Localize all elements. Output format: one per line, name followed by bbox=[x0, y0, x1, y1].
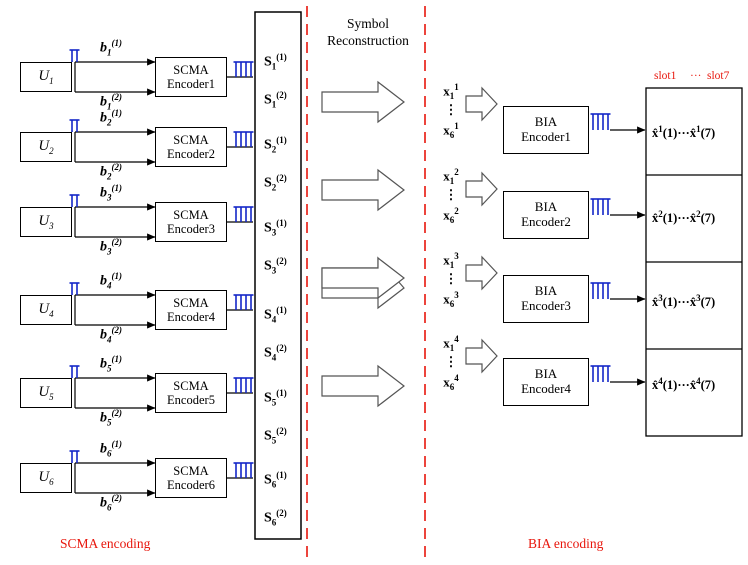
user-index-3: 3 bbox=[49, 220, 54, 231]
bit-sub-5-top: 5 bbox=[107, 363, 112, 374]
x-group-3-top bbox=[434, 251, 468, 270]
x-group-2-bot-base: x bbox=[443, 207, 450, 222]
slot-row-4-first: (1) bbox=[662, 378, 678, 393]
bit-sup-3-bot: (2) bbox=[111, 237, 122, 247]
x-group-4-bottom bbox=[434, 373, 468, 392]
scma-encoder-4[interactable] bbox=[155, 290, 227, 330]
slot-row-3 bbox=[652, 293, 715, 310]
symbol-2-2-sup: (2) bbox=[276, 173, 287, 183]
bit-label-6-bottom bbox=[100, 493, 122, 512]
x-group-4-top bbox=[434, 334, 468, 353]
x-group-2-top-sub: 1 bbox=[449, 175, 455, 186]
slot-row-1-last: (7) bbox=[700, 126, 716, 141]
x-group-2-bot-sub: 6 bbox=[449, 214, 455, 225]
slot-row-3-sup: 3 bbox=[658, 293, 663, 303]
symbol-6-1-base: S bbox=[264, 472, 272, 488]
symbol-3-2-sub: 3 bbox=[271, 265, 277, 276]
bit-label-2-top bbox=[100, 108, 122, 127]
slot-row-4-dots: ··· bbox=[677, 378, 690, 393]
bit-sup-3-top: (1) bbox=[111, 183, 122, 193]
x-group-1-bottom bbox=[434, 121, 468, 140]
scma-encoder-5-line2: Encoder5 bbox=[167, 393, 215, 407]
bit-sup-4-bot: (2) bbox=[111, 325, 122, 335]
symbol-2-2 bbox=[264, 173, 287, 192]
scma-encoder-3-line2: Encoder3 bbox=[167, 222, 215, 236]
x-group-1-bot-sup: 1 bbox=[454, 120, 459, 131]
scma-encoder-3[interactable] bbox=[155, 202, 227, 242]
bia-encoder-3-line1: BIA bbox=[534, 283, 558, 299]
slot-row-4-last: (7) bbox=[700, 378, 716, 393]
bit-label-3-top bbox=[100, 183, 122, 202]
bit-sub-2-bot: 2 bbox=[107, 171, 112, 182]
x-group-3-dots: ⋮ bbox=[444, 270, 458, 286]
slot-row-1-sup: 1 bbox=[658, 124, 663, 134]
slot-row-1-base2: x̂ bbox=[689, 126, 697, 141]
scma-encoder-6-line2: Encoder6 bbox=[167, 478, 215, 492]
x-group-4-bot-base: x bbox=[443, 374, 450, 389]
user-index-1: 1 bbox=[49, 75, 54, 86]
bit-sub-2-top: 2 bbox=[107, 117, 112, 128]
slot-row-2-last: (7) bbox=[700, 211, 716, 226]
bit-sub-5-bot: 5 bbox=[107, 417, 112, 428]
slot-row-2-dots: ··· bbox=[677, 211, 690, 226]
slot-row-4-sup2: 4 bbox=[696, 376, 701, 386]
bit-base-1-bot: b bbox=[100, 94, 107, 110]
x-group-1-top bbox=[434, 82, 468, 101]
symbol-2-1 bbox=[264, 135, 287, 154]
scma-encoder-1-line1: SCMA bbox=[173, 62, 209, 77]
symbol-2-2-sub: 2 bbox=[271, 182, 277, 193]
x-group-1-top-base: x bbox=[443, 83, 450, 99]
scma-encoder-4-line1: SCMA bbox=[173, 295, 209, 310]
symbol-1-1 bbox=[264, 52, 287, 71]
user-label-4: U bbox=[38, 300, 50, 317]
bit-sup-6-top: (1) bbox=[111, 439, 122, 449]
bit-sub-3-bot: 3 bbox=[107, 246, 112, 257]
bit-label-5-top bbox=[100, 354, 122, 373]
symbol-3-1-sub: 3 bbox=[271, 227, 277, 238]
bia-encoder-1[interactable] bbox=[503, 106, 589, 154]
scma-encoder-2-line1: SCMA bbox=[173, 132, 209, 147]
slot-row-2-sup2: 2 bbox=[696, 209, 701, 219]
bit-sub-4-bot: 4 bbox=[107, 334, 112, 345]
slot-row-3-base2: x̂ bbox=[689, 295, 697, 310]
symbol-2-1-sup: (1) bbox=[276, 135, 287, 145]
slot-row-2 bbox=[652, 209, 715, 226]
slot-label-dots: ··· bbox=[690, 70, 702, 82]
x-group-1-dots: ⋮ bbox=[444, 101, 458, 117]
x-group-2-bot-sup: 2 bbox=[454, 205, 459, 216]
bia-encoder-2-line1: BIA bbox=[534, 199, 558, 215]
x-group-1 bbox=[434, 82, 468, 140]
symbol-6-2-sub: 6 bbox=[271, 517, 277, 528]
bit-sup-1-bot: (2) bbox=[111, 92, 122, 102]
user-index-2: 2 bbox=[49, 145, 54, 156]
symbol-1-1-sup: (1) bbox=[276, 52, 287, 62]
user-index-6: 6 bbox=[49, 476, 54, 487]
section-label-scma: SCMA encoding bbox=[60, 536, 151, 551]
section-label-bia: BIA encoding bbox=[528, 536, 604, 551]
symbol-4-2-sup: (2) bbox=[276, 343, 287, 353]
slot-row-4-base2: x̂ bbox=[689, 378, 697, 393]
bit-base-4-top: b bbox=[100, 273, 107, 289]
scma-encoder-5[interactable] bbox=[155, 373, 227, 413]
symbol-3-1-sup: (1) bbox=[276, 218, 287, 228]
x-group-2-top-base: x bbox=[443, 168, 450, 184]
scma-encoder-1[interactable] bbox=[155, 57, 227, 97]
symbol-5-1-sup: (1) bbox=[276, 388, 287, 398]
bit-base-5-top: b bbox=[100, 356, 107, 372]
slot-row-3-sup2: 3 bbox=[696, 293, 701, 303]
x-group-3-bottom bbox=[434, 290, 468, 309]
bit-base-6-bot: b bbox=[100, 495, 107, 511]
bia-encoder-1-line2: Encoder1 bbox=[521, 129, 571, 144]
slot-row-1-dots: ··· bbox=[677, 126, 690, 141]
symbol-4-1-sub: 4 bbox=[271, 314, 277, 325]
bit-sup-5-top: (1) bbox=[111, 354, 122, 364]
x-group-4-top-sup: 4 bbox=[454, 334, 459, 344]
slot-row-3-base: x̂ bbox=[652, 295, 659, 310]
bia-encoder-2-line2: Encoder2 bbox=[521, 214, 571, 229]
slot-row-1-sup2: 1 bbox=[696, 124, 701, 134]
bia-encoder-3[interactable] bbox=[503, 275, 589, 323]
symbol-5-2-base: S bbox=[264, 428, 272, 444]
slot-row-4 bbox=[652, 376, 715, 393]
user-index-5: 5 bbox=[49, 391, 54, 402]
bit-label-4-bottom bbox=[100, 325, 122, 344]
slot-label-last: slot7 bbox=[707, 70, 730, 82]
bia-encoder-3-line2: Encoder3 bbox=[521, 298, 571, 313]
user-label-6: U bbox=[38, 468, 50, 485]
symbol-6-1 bbox=[264, 470, 287, 489]
x-group-1-top-sub: 1 bbox=[449, 90, 455, 101]
symbol-3-2-sup: (2) bbox=[276, 256, 287, 266]
bit-sub-1-bot: 1 bbox=[107, 101, 112, 112]
slot-row-3-last: (7) bbox=[700, 295, 716, 310]
x-group-4-top-sub: 1 bbox=[449, 342, 455, 353]
bit-base-3-bot: b bbox=[100, 239, 107, 255]
user-label-5: U bbox=[38, 383, 50, 400]
symbol-2-1-sub: 2 bbox=[271, 144, 277, 155]
user-box-5[interactable] bbox=[20, 378, 72, 408]
x-group-2 bbox=[434, 167, 468, 225]
symbol-4-1-sup: (1) bbox=[276, 305, 287, 315]
x-group-2-top-sup: 2 bbox=[454, 167, 459, 177]
bit-label-1-top bbox=[100, 38, 122, 57]
bit-base-1-top: b bbox=[100, 40, 107, 56]
user-index-4: 4 bbox=[49, 308, 54, 319]
scma-encoder-2[interactable] bbox=[155, 127, 227, 167]
x-group-1-top-sup: 1 bbox=[454, 82, 459, 92]
bit-sub-6-bot: 6 bbox=[107, 502, 112, 513]
x-group-2-top bbox=[434, 167, 468, 186]
x-group-3-bot-sub: 6 bbox=[449, 298, 455, 309]
slot-row-1-first: (1) bbox=[662, 126, 678, 141]
scma-encoder-6[interactable] bbox=[155, 458, 227, 498]
symbol-3-1-base: S bbox=[264, 220, 272, 236]
x-group-3-bot-base: x bbox=[443, 291, 450, 306]
slot-row-3-first: (1) bbox=[662, 295, 678, 310]
symbol-6-2 bbox=[264, 508, 287, 527]
bit-base-3-top: b bbox=[100, 185, 107, 201]
bit-sub-3-top: 3 bbox=[107, 192, 112, 203]
bia-encoder-4[interactable] bbox=[503, 358, 589, 406]
slot-row-2-base: x̂ bbox=[652, 211, 659, 226]
scma-encoder-2-line2: Encoder2 bbox=[167, 147, 215, 161]
x-group-1-bot-sub: 6 bbox=[449, 129, 455, 140]
scma-encoder-1-line2: Encoder1 bbox=[167, 77, 215, 91]
x-group-3 bbox=[434, 251, 468, 309]
x-group-2-bottom bbox=[434, 206, 468, 225]
symbol-1-2-sub: 1 bbox=[271, 99, 277, 110]
bit-sup-5-bot: (2) bbox=[111, 408, 122, 418]
scma-encoder-3-line1: SCMA bbox=[173, 207, 209, 222]
bit-sup-1-top: (1) bbox=[111, 38, 122, 48]
symbol-reconstruction-title-line1: Symbol bbox=[346, 16, 389, 31]
symbol-1-1-sub: 1 bbox=[271, 61, 277, 72]
x-group-4-bot-sup: 4 bbox=[454, 372, 459, 383]
user-box-6[interactable] bbox=[20, 463, 72, 493]
bia-encoder-4-line1: BIA bbox=[534, 366, 558, 382]
bit-base-2-bot: b bbox=[100, 164, 107, 180]
bit-sub-6-top: 6 bbox=[107, 448, 112, 459]
bit-sub-4-top: 4 bbox=[107, 280, 112, 291]
symbol-3-2 bbox=[264, 256, 287, 275]
symbol-2-1-base: S bbox=[264, 137, 272, 153]
symbol-reconstruction-title-line2: Reconstruction bbox=[327, 32, 409, 48]
bit-base-4-bot: b bbox=[100, 327, 107, 343]
x-group-3-top-base: x bbox=[443, 252, 450, 268]
x-group-1-bot-base: x bbox=[443, 122, 450, 137]
symbol-1-2-base: S bbox=[264, 92, 272, 108]
scma-encoder-6-line1: SCMA bbox=[173, 463, 209, 478]
x-group-4-dots: ⋮ bbox=[444, 353, 458, 369]
symbol-4-2 bbox=[264, 343, 287, 362]
symbol-6-2-base: S bbox=[264, 510, 272, 526]
bit-label-6-top bbox=[100, 439, 122, 458]
user-label-3: U bbox=[38, 212, 50, 229]
x-group-4-top-base: x bbox=[443, 335, 450, 351]
bit-sup-6-bot: (2) bbox=[111, 493, 122, 503]
symbol-1-2 bbox=[264, 90, 287, 109]
symbol-1-1-base: S bbox=[264, 54, 272, 70]
user-box-3[interactable] bbox=[20, 207, 72, 237]
scma-encoder-5-line1: SCMA bbox=[173, 378, 209, 393]
bit-base-6-top: b bbox=[100, 441, 107, 457]
x-group-3-top-sup: 3 bbox=[454, 251, 459, 261]
symbol-6-2-sup: (2) bbox=[276, 508, 287, 518]
x-group-3-top-sub: 1 bbox=[449, 259, 455, 270]
x-group-3-bot-sup: 3 bbox=[454, 289, 459, 300]
bia-encoder-1-line1: BIA bbox=[534, 114, 558, 130]
x-group-2-dots: ⋮ bbox=[444, 186, 458, 202]
user-label-2: U bbox=[38, 137, 50, 154]
bit-label-3-bottom bbox=[100, 237, 122, 256]
symbol-5-2 bbox=[264, 426, 287, 445]
symbol-5-1 bbox=[264, 388, 287, 407]
symbol-6-1-sub: 6 bbox=[271, 479, 277, 490]
symbol-5-1-base: S bbox=[264, 390, 272, 406]
bit-sup-2-top: (1) bbox=[111, 108, 122, 118]
symbol-4-2-sub: 4 bbox=[271, 352, 277, 363]
slot-row-1 bbox=[652, 124, 715, 141]
bia-encoder-2[interactable] bbox=[503, 191, 589, 239]
user-label-1: U bbox=[38, 67, 50, 84]
symbol-4-1-base: S bbox=[264, 307, 272, 323]
symbol-5-1-sub: 5 bbox=[271, 397, 277, 408]
bit-sup-4-top: (1) bbox=[111, 271, 122, 281]
symbol-1-2-sup: (2) bbox=[276, 90, 287, 100]
slot-row-2-first: (1) bbox=[662, 211, 678, 226]
symbol-5-2-sub: 5 bbox=[271, 435, 277, 446]
slot-row-3-dots: ··· bbox=[677, 295, 690, 310]
slot-row-1-base: x̂ bbox=[652, 126, 659, 141]
x-group-4-bot-sub: 6 bbox=[449, 381, 455, 392]
x-group-4 bbox=[434, 334, 468, 392]
bit-base-5-bot: b bbox=[100, 410, 107, 426]
bia-encoder-4-line2: Encoder4 bbox=[521, 381, 571, 396]
bit-label-4-top bbox=[100, 271, 122, 290]
symbol-3-1 bbox=[264, 218, 287, 237]
symbol-reconstruction-title bbox=[318, 16, 418, 50]
bit-base-2-top: b bbox=[100, 110, 107, 126]
slot-row-4-base: x̂ bbox=[652, 378, 659, 393]
user-box-1[interactable] bbox=[20, 62, 72, 92]
bit-label-2-bottom bbox=[100, 162, 122, 181]
symbol-2-2-base: S bbox=[264, 175, 272, 191]
slot-row-2-base2: x̂ bbox=[689, 211, 697, 226]
slot-label-first: slot1 bbox=[654, 70, 677, 82]
bit-label-5-bottom bbox=[100, 408, 122, 427]
symbol-4-1 bbox=[264, 305, 287, 324]
symbol-4-2-base: S bbox=[264, 345, 272, 361]
symbol-3-2-base: S bbox=[264, 258, 272, 274]
symbol-6-1-sup: (1) bbox=[276, 470, 287, 480]
bit-sup-2-bot: (2) bbox=[111, 162, 122, 172]
bit-sub-1-top: 1 bbox=[107, 47, 112, 58]
symbol-5-2-sup: (2) bbox=[276, 426, 287, 436]
scma-encoder-4-line2: Encoder4 bbox=[167, 310, 215, 324]
user-box-2[interactable] bbox=[20, 132, 72, 162]
slot-row-4-sup: 4 bbox=[658, 376, 663, 386]
user-box-4[interactable] bbox=[20, 295, 72, 325]
slot-row-2-sup: 2 bbox=[658, 209, 663, 219]
